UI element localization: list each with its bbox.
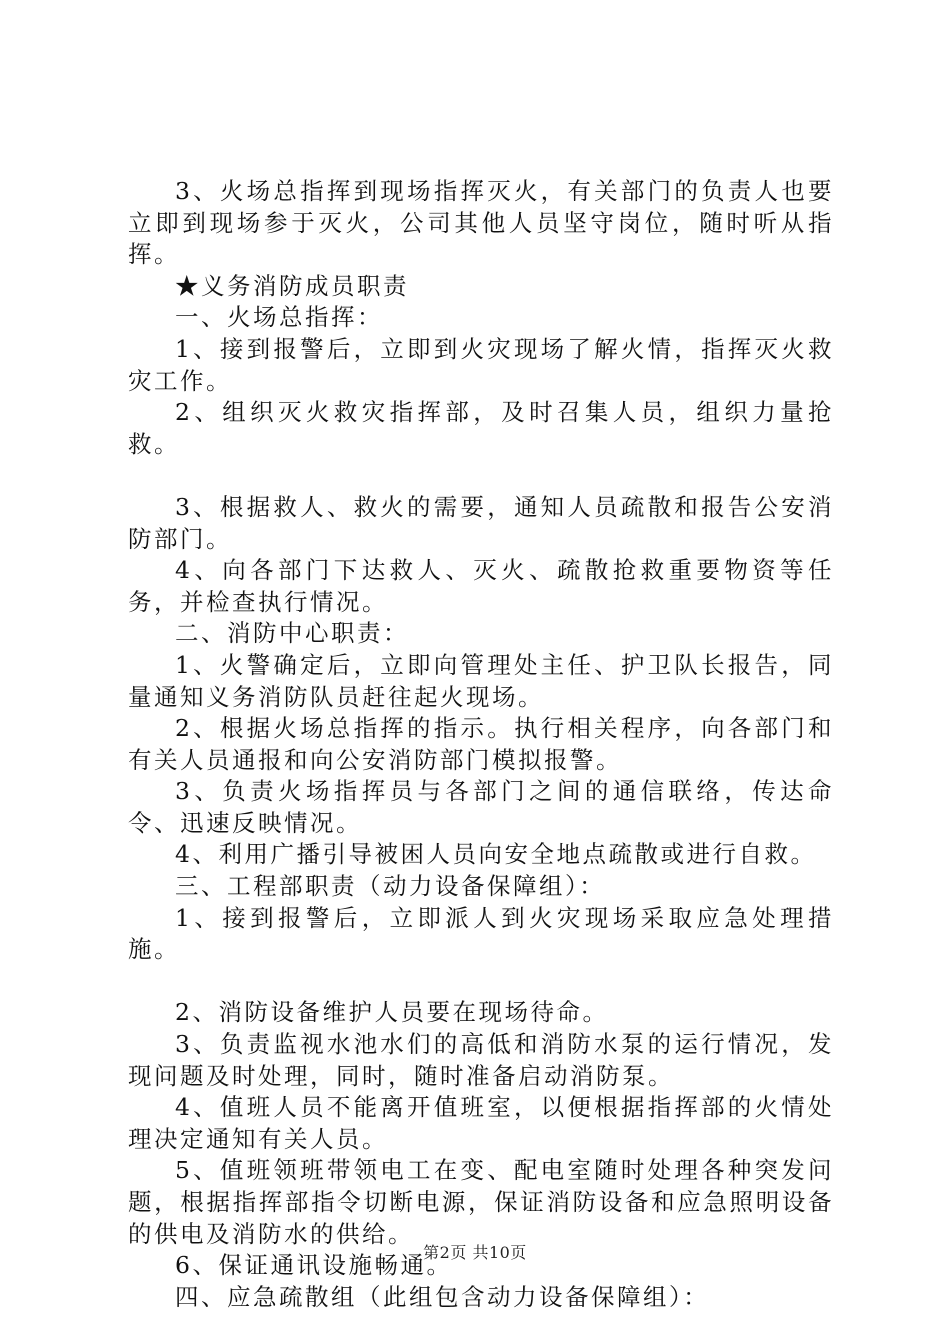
paragraph: 1、接到报警后，立即到火灾现场了解火情，指挥灭火救灾工作。 <box>128 334 834 395</box>
paragraph: 3、负责监视水池水们的高低和消防水泵的运行情况，发现问题及时处理，同时，随时准备启动消防泵。 <box>128 1030 834 1090</box>
section-heading: 一、火场总指挥： <box>175 303 383 332</box>
section-heading: 四、应急疏散组（此组包含动力设备保障组）： <box>175 1282 710 1311</box>
paragraph: 1、接到报警后，立即派人到火灾现场采取应急处理措施。 <box>128 903 834 964</box>
section-heading: 三、工程部职责（动力设备保障组）： <box>175 872 606 901</box>
paragraph: 4、向各部门下达救人、灭火、疏散抢救重要物资等任务，并检查执行情况。 <box>128 556 834 616</box>
paragraph: 3、火场总指挥到现场指挥灭火，有关部门的负责人也要立即到现场参于灭火，公司其他人员坚守岗位，随时听从指挥。 <box>128 177 834 269</box>
paragraph: 3、根据救人、救火的需要，通知人员疏散和报告公安消防部门。 <box>128 492 834 553</box>
paragraph: 1、火警确定后，立即向管理处主任、护卫队长报告，同量通知义务消防队员赶往起火现场。 <box>128 650 834 711</box>
paragraph: 2、消防设备维护人员要在现场待命。 <box>175 998 609 1027</box>
page-number-footer: 第2页 共10页 <box>423 1243 527 1262</box>
paragraph: 2、组织灭火救灾指挥部，及时召集人员，组织力量抢救。 <box>128 398 834 458</box>
paragraph: 4、值班人员不能离开值班室，以便根据指挥部的火情处理决定通知有关人员。 <box>128 1093 834 1153</box>
document-body <box>128 176 834 1313</box>
section-star-heading: ★义务消防成员职责 <box>175 271 409 300</box>
paragraph: 6、保证通讯设施畅通。 <box>175 1251 453 1280</box>
blank-line <box>128 966 834 998</box>
paragraph: 5、值班领班带领电工在变、配电室随时处理各种突发问题，根据指挥部指令切断电源，保证消防设备和应急照明设备的供电及消防水的供给。 <box>128 1156 834 1248</box>
paragraph: 3、负责火场指挥员与各部门之间的通信联络，传达命令、迅速反映情况。 <box>128 777 834 837</box>
section-heading: 二、消防中心职责： <box>175 619 409 648</box>
paragraph: 2、根据火场总指挥的指示。执行相关程序，向各部门和有关人员通报和向公安消防部门模拟报警。 <box>128 714 834 774</box>
blank-line <box>128 460 834 492</box>
paragraph: 4、利用广播引导被困人员向安全地点疏散或进行自救。 <box>175 840 817 869</box>
